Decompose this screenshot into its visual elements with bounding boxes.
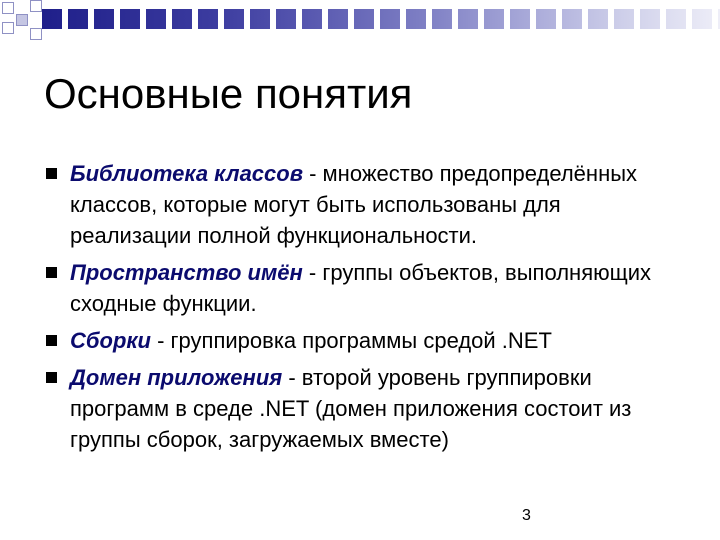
header-gradient-stripe (42, 9, 720, 29)
bullet-item (44, 158, 684, 251)
bullet-term: Библиотека классов (70, 161, 303, 186)
header-decoration (0, 0, 720, 48)
page-number: 3 (522, 507, 531, 524)
bullet-item (44, 325, 684, 356)
decor-square (2, 22, 14, 34)
square-bullet-icon (46, 372, 57, 383)
bullet-text: - группы объектов, выполняющих сходные функции. (70, 260, 652, 316)
bullet-term: Сборки (70, 328, 151, 353)
square-bullet-icon (46, 267, 57, 278)
decor-square (16, 14, 28, 26)
square-bullet-icon (46, 168, 57, 179)
bullet-text: - второй уровень группировки программ в среде .NET (домен приложения состоит из группы сборок, загружаемых вместе) (70, 365, 632, 452)
stripe-segment-gaps (42, 9, 720, 29)
square-bullet-icon (46, 335, 57, 346)
bullet-text: - множество предопределённых классов, которые могут быть использованы для реализации полной функциональности. (70, 161, 638, 248)
bullet-term: Домен приложения (70, 365, 283, 390)
bullet-list (44, 158, 684, 461)
bullet-term: Пространство имён (70, 260, 303, 285)
decor-square (30, 0, 42, 12)
decor-square (30, 28, 42, 40)
slide-title: Основные понятия (44, 70, 413, 117)
bullet-text: - группировка программы средой .NET (150, 328, 552, 353)
bullet-item (44, 257, 684, 319)
bullet-item (44, 362, 684, 455)
decor-square (2, 2, 14, 14)
